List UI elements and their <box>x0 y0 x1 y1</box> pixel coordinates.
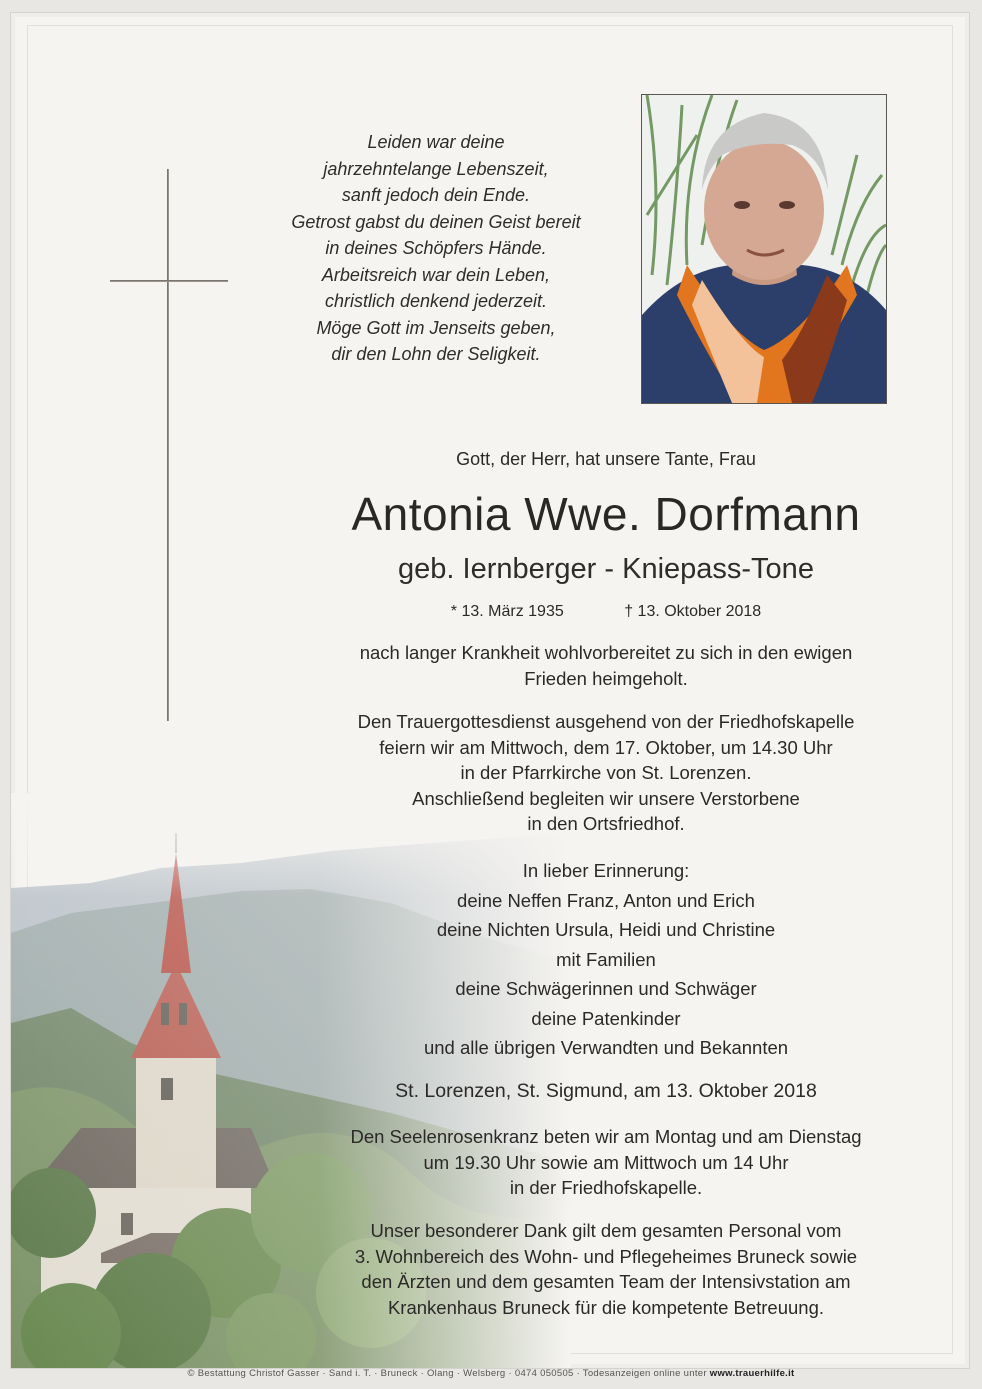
text-line: Frieden heimgeholt. <box>524 667 688 689</box>
text-line: Den Trauergottesdienst ausgehend von der Friedhofskapelle <box>357 711 855 732</box>
poem-line: Getrost gabst du deinen Geist bereit <box>291 211 581 232</box>
rosary-paragraph <box>341 1124 871 1201</box>
text-line: nach langer Krankheit wohlvorbereitet zu sich in den ewigen <box>359 642 853 663</box>
poem-line: christlich denkend jederzeit. <box>324 291 548 311</box>
text-line: mit Familien <box>556 948 656 970</box>
intro-text: Gott, der Herr, hat unsere Tante, Frau <box>456 449 756 469</box>
death-date: † 13. Oktober 2018 <box>624 603 762 620</box>
text-line: in der Pfarrkirche von St. Lorenzen. <box>460 762 752 783</box>
text-line: in der Friedhofskapelle. <box>509 1177 703 1198</box>
deceased-name: Antonia Wwe. Dorfmann <box>351 488 861 540</box>
footer <box>0 1368 982 1379</box>
portrait-photo <box>641 94 887 404</box>
footer-text: © Bestattung Christof Gasser · Sand i. T. · Bruneck · Olang · Welsberg · 0474 050505 · Todesanzeigen online unter <box>187 1368 710 1379</box>
funeral-paragraph <box>341 709 871 837</box>
text-line: Unser besonderer Dank gilt dem gesamten Personal vom <box>370 1220 842 1241</box>
text-line: deine Nichten Ursula, Heidi und Christine <box>436 919 776 940</box>
poem-line: Möge Gott im Jenseits geben, <box>316 317 556 338</box>
text-line: deine Schwägerinnen und Schwäger <box>455 978 757 999</box>
text-line: Den Seelenrosenkranz beten wir am Montag und am Dienstag <box>350 1126 862 1147</box>
poem-line: sanft jedoch dein Ende. <box>341 185 531 205</box>
passing-paragraph <box>341 640 871 691</box>
text-line: Krankenhaus Bruneck für die kompetente Betreuung. <box>387 1296 825 1318</box>
poem-line: dir den Lohn der Seligkeit. <box>331 344 541 364</box>
text-line: feiern wir am Mittwoch, dem 17. Oktober, um 14.30 Uhr <box>379 736 833 758</box>
footer-link[interactable]: www.trauerhilfe.it <box>709 1368 795 1379</box>
poem-line: in deines Schöpfers Hände. <box>325 238 547 258</box>
mourners-list <box>341 856 871 1063</box>
thanks-paragraph <box>341 1218 871 1320</box>
maiden-name: geb. Iernberger - Kniepass-Tone <box>398 553 814 585</box>
poem-line: Leiden war deine <box>367 132 505 152</box>
text-line: und alle übrigen Verwandten und Bekannten <box>423 1037 789 1058</box>
obituary-card <box>10 12 970 1369</box>
text-line: in den Ortsfriedhof. <box>527 813 685 834</box>
cross-horizontal-bar <box>110 280 228 282</box>
cross-vertical-bar <box>167 169 169 721</box>
text-line: deine Patenkinder <box>531 1007 681 1029</box>
poem-line: Arbeitsreich war dein Leben, <box>321 264 551 285</box>
life-dates <box>341 603 871 621</box>
text-line: deine Neffen Franz, Anton und Erich <box>457 889 755 911</box>
birth-date: * 13. März 1935 <box>450 603 564 620</box>
text-line: Anschließend begleiten wir unsere Verstorbene <box>412 787 800 809</box>
place-date: St. Lorenzen, St. Sigmund, am 13. Oktober 2018 <box>395 1080 817 1102</box>
text-line: um 19.30 Uhr sowie am Mittwoch um 14 Uhr <box>423 1151 789 1173</box>
text-line: In lieber Erinnerung: <box>522 860 690 881</box>
text-line: den Ärzten und dem gesamten Team der Intensivstation am <box>361 1271 851 1292</box>
poem <box>281 129 591 368</box>
poem-line: jahrzehntelange Lebenszeit, <box>323 158 549 179</box>
text-line: 3. Wohnbereich des Wohn- und Pflegeheimes Bruneck sowie <box>354 1245 858 1267</box>
